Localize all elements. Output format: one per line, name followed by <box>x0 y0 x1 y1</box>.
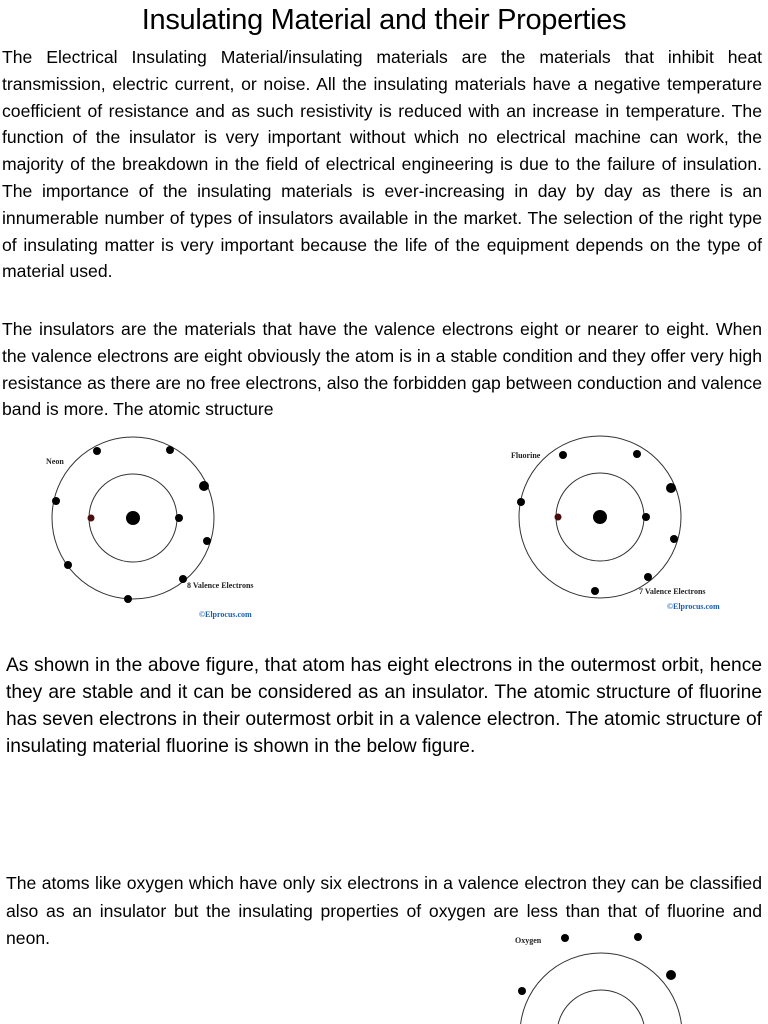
fluorine-valence-electron <box>559 451 567 459</box>
neon-valence-electron <box>199 481 209 491</box>
fluorine-valence-electron <box>633 450 641 458</box>
oxygen-valence-electron <box>666 970 676 980</box>
intro-paragraph: The Electrical Insulating Material/insulating materials are the materials that inhibit heat transmission, electric current, or noise. All the insulating materials have a negative temperature coefficient of resistance and as such resistivity is reduced with an increase in temperature. The function of the insulator is very important without which no electrical machine can work, the majority of the breakdown in the field of electrical engineering is due to the failure of insulation. The importance of the insulating materials is ever-increasing in day by day as there is an innumerable number of types of insulators available in the market. The selection of the right type of insulating matter is very important because the life of the equipment depends on the type of material used. <box>2 47 762 282</box>
oxygen-paragraph: The atoms like oxygen which have only six electrons in a valence electron they can be classified also as an insulator but the insulating properties of oxygen are less than that of fluorine and neon. <box>6 873 762 948</box>
neon-valence-electron <box>52 497 60 505</box>
page-title: Insulating Material and their Properties <box>141 4 627 36</box>
neon-valence-electron <box>124 595 132 603</box>
neon-valence-electron <box>93 447 101 455</box>
fluorine-valence-electron <box>591 587 599 595</box>
fluorine-label: Fluorine <box>511 451 541 460</box>
fluorine-credit: ©Elprocus.com <box>667 602 720 611</box>
fluorine-valence-electron <box>670 535 678 543</box>
fluorine-caption: 7 Valence Electrons <box>639 587 706 596</box>
fluorine-valence-electron <box>644 573 652 581</box>
neon-credit: ©Elprocus.com <box>199 610 252 619</box>
neon-inner-electron <box>88 515 95 522</box>
neon-valence-electron <box>64 561 72 569</box>
fluorine-nucleus <box>593 510 607 524</box>
neon-caption: 8 Valence Electrons <box>187 581 254 590</box>
valence-paragraph: The insulators are the materials that have the valence electrons eight or nearer to eight. When the valence electrons are eight obviously the atom is in a stable condition and they offer very high resistance as there are no free electrons, also the forbidden gap between conduction and valence band is more. The atomic structure <box>2 319 762 420</box>
oxygen-valence-electron <box>634 933 642 941</box>
oxygen-inner-orbit <box>557 990 645 1024</box>
oxygen-atom-diagram <box>510 928 750 1024</box>
neon-valence-electron <box>203 537 211 545</box>
neon-fluorine-paragraph: As shown in the above figure, that atom has eight electrons in the outermost orbit, hence they are stable and it can be considered as an insulator. The atomic structure of fluorine has seven electrons in their outermost orbit in a valence electron. The atomic structure of insulating material fluorine is shown in the below figure. <box>6 655 762 757</box>
neon-atom-diagram <box>40 440 280 625</box>
neon-inner-electron <box>175 514 183 522</box>
oxygen-outer-orbit <box>520 953 682 1024</box>
neon-valence-electron <box>166 446 174 454</box>
oxygen-label: Oxygen <box>515 936 542 945</box>
neon-valence-electron <box>179 575 187 583</box>
fluorine-atom-diagram <box>505 445 745 620</box>
oxygen-valence-electron <box>561 934 569 942</box>
oxygen-valence-electron <box>518 987 526 995</box>
fluorine-inner-electron <box>555 514 562 521</box>
neon-label: Neon <box>46 457 64 466</box>
fluorine-inner-electron <box>642 513 650 521</box>
fluorine-valence-electron <box>517 498 525 506</box>
fluorine-valence-electron <box>666 483 676 493</box>
neon-nucleus <box>126 511 140 525</box>
